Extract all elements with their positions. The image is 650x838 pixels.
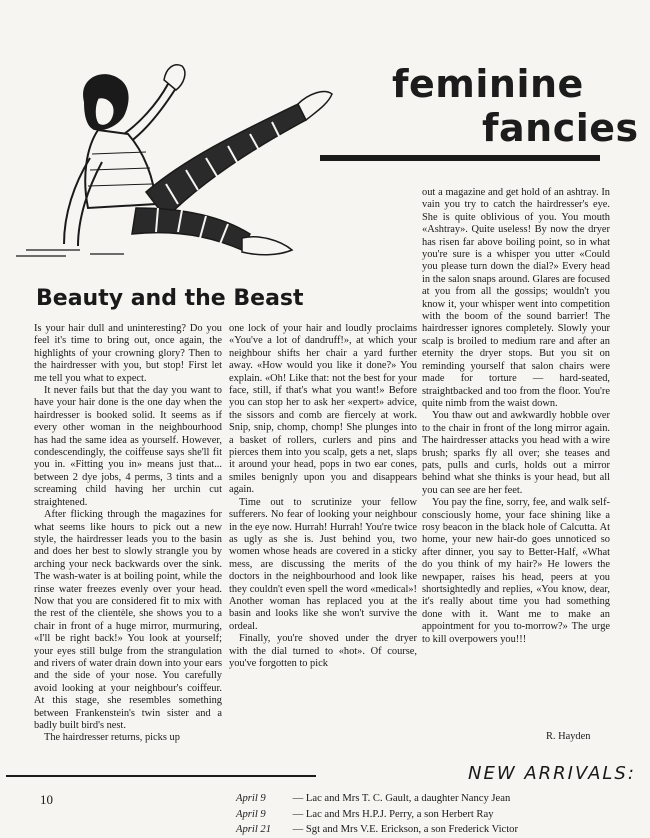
paragraph: one lock of your hair and loudly proclaims «You've a lot of dandruff!», at which your neighbour shifts her chair a yard further away. «How would you like it done?» You explain. «Oh! Like that: not the best for your face, still, if that's what you want!» Before you can stop her to ask her «expert» advice, the sissors and comb are fiercely at work. Snip, snip, chomp, chomp! She plunges into a basket of rollers, curlers and pins and pierces them into you scalp, gets a net, slaps it around your head, pops in two ear cones, smiles benignly upon you and disappears again.: [229, 323, 417, 496]
paragraph: You thaw out and awkwardly hobble over to the chair in front of the long mirror again. The hairdresser attacks you head with a wire brush; sparks fly all over; she teases and pats, pulls and curls, holds out a mirror behind what she thinks is your head, but all you can see are her feet.: [422, 410, 610, 496]
arrival-item: [236, 791, 636, 807]
footer-rule: [6, 775, 316, 777]
face-shape: [95, 98, 114, 126]
woman-illustration: [6, 58, 336, 263]
article-title: Beauty and the Beast: [36, 286, 304, 311]
author-signature: R. Hayden: [546, 731, 591, 742]
section-title-line2: fancies: [482, 106, 639, 150]
article-column-1: [34, 323, 222, 745]
paragraph: After flicking through the magazines for what seems like hours to pick out a new style, the hairdresser leads you to the basin and does her best to slowly strangle you by arching your neck backwards over the sink. The wash-water is at boiling point, while the rinse water freezes evenly over your head. Now that you are considered fit to mix with the rest of the clientèle, she shows you to a chair in front of a huge mirror, murmuring, «I'll be right back!» You look at yourself; your eyes still bulge from the strangulation and rivers of water drain down into your ears and the side of your nose. You carefully avoid looking at your neighbour's coiffeur. At this stage, she resembles something between Frankenstein's twin sister and a badly built bird's nest.: [34, 509, 222, 731]
page-number: 10: [40, 792, 53, 807]
paragraph: It never fails but that the day you want to have your hair done is the one day when the hairdresser is booked solid. It seems as if every other woman in the neighbourhood has had the same idea as yourself. However, condescendingly, the coiffeuse says she'll fit you in. «Fitting you in» means just that... between 2 dye jobs, 4 perms, 3 tints and a screaming child having her urchin cut straightened.: [34, 385, 222, 508]
title-rule: [320, 155, 600, 161]
arrival-text: — Lac and Mrs T. C. Gault, a daughter Nancy Jean: [292, 793, 511, 804]
bent-foot: [242, 237, 292, 255]
arrival-item: [236, 807, 636, 823]
paragraph: The hairdresser returns, picks up: [44, 732, 180, 744]
article-column-2: [229, 323, 417, 670]
paragraph: You pay the fine, sorry, fee, and walk self-consciously home, your face shining like a rosy beacon in the black hole of Calcutta. At home, your new hair-do goes unnoticed so after dinner, you say to Better-Half, «What do you think of my hair?» He lowers the newpaper, raises his head, peers at you shortsightedly and replies, «You know, dear, it's really about time you had something done with it. Want me to make an appointment for you to-morrow?» The urge to kill overpowers you!!!: [422, 497, 610, 645]
paragraph: out a magazine and get hold of an ashtray. In vain you try to catch the hairdresser's eye. She is quite oblivious of you. You mouth «Ashtray». Quite useless! By now the dryer has risen far above boiling point, so in what you're sure is a whisper you utter «Could you please turn down the dial?» Every head in the salon snaps around. Glares are focused at you from all the gossips; wouldn't you know it, your whisper went into competition with the boom of the sound barrier! The hairdresser ignores completely. Slowly your scalp is broiled to medium rare and after an eternity the dryer stops. But you sit on reminding yourself that salon chairs were made for torture — hard-seated, straightbacked and too from the floor. You're quite nimb from the waist down.: [422, 187, 610, 409]
arrival-date: April 9: [236, 793, 266, 804]
arrivals-list: [236, 791, 636, 838]
arrival-item: [236, 822, 636, 838]
arrivals-title: NEW ARRIVALS:: [468, 763, 636, 784]
section-title-line1: feminine: [392, 62, 584, 106]
paragraph: Is your hair dull and uninteresting? Do you feel it's time to bring out, once again, the highlights of your crowning glory? Then to the hairdresser with you, but stop! First let me tell you what to expect.: [34, 323, 222, 384]
raised-leg: [146, 104, 306, 218]
bent-leg: [132, 208, 250, 250]
arrival-date: April 9: [236, 808, 266, 820]
article-column-3: [422, 187, 610, 646]
paragraph: Finally, you're shoved under the dryer with the dial turned to «hot». Of course, you've forgotten to pick: [229, 633, 417, 669]
arrival-text: — Lac and Mrs H.P.J. Perry, a son Herbert Ray: [292, 808, 494, 820]
arrival-text: — Sgt and Mrs V.E. Erickson, a son Frederick Victor: [292, 824, 518, 835]
raised-foot: [298, 92, 332, 120]
paragraph: Time out to scrutinize your fellow sufferers. No fear of looking your neighbour in the eye now. Hurrah! Hurrah! You're twice as ugly as she is. Just behind you, two women whose heads are covered in a sticky mess, are discussing the merits of the doctors in the neighbourhood and look like they couldn't even spell the word «medical»! Another woman has replaced you at the basin and looks like she won't survive the ordeal.: [229, 496, 417, 632]
arrival-date: April 21: [236, 824, 272, 835]
